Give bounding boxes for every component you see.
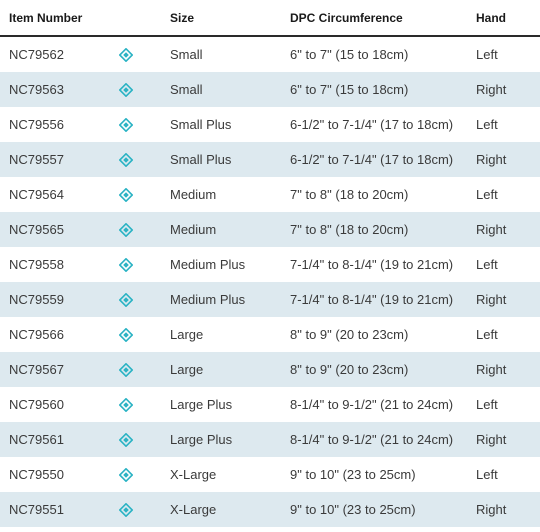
icon-cell — [108, 317, 170, 352]
size-cell: Large Plus — [170, 422, 290, 457]
table-row[interactable] — [0, 317, 540, 352]
hand-cell: Left — [476, 117, 498, 132]
diamond-icon[interactable] — [119, 48, 133, 62]
table-row[interactable] — [0, 422, 540, 457]
hand-cell: Left — [476, 47, 498, 62]
item-number-cell[interactable]: NC79562 — [9, 47, 64, 62]
dpc-circumference-cell: 8-1/4" to 9-1/2" (21 to 24cm) — [290, 397, 454, 412]
diamond-icon[interactable] — [119, 293, 133, 307]
icon-cell — [108, 107, 170, 142]
icon-cell — [108, 282, 170, 317]
diamond-icon[interactable] — [119, 468, 133, 482]
item-number-cell[interactable]: NC79556 — [9, 117, 64, 132]
diamond-icon[interactable] — [119, 223, 133, 237]
dpc-circumference-cell: 9" to 10" (23 to 25cm) — [290, 492, 476, 527]
hand-cell: Left — [476, 327, 498, 342]
icon-cell — [108, 247, 170, 282]
header-size: Size — [170, 0, 290, 36]
item-number-cell[interactable]: NC79550 — [9, 467, 64, 482]
size-cell: Large — [170, 327, 204, 342]
table-row[interactable] — [0, 457, 540, 492]
hand-cell: Right — [476, 282, 540, 317]
size-cell: Medium Plus — [170, 282, 290, 317]
size-cell: Small Plus — [170, 142, 290, 177]
dpc-circumference-cell: 7-1/4" to 8-1/4" (19 to 21cm) — [290, 257, 454, 272]
table-header-row — [0, 0, 540, 36]
icon-cell — [108, 422, 170, 457]
icon-cell — [108, 387, 170, 422]
item-number-cell[interactable]: NC79567 — [0, 352, 108, 387]
dpc-circumference-cell: 6" to 7" (15 to 18cm) — [290, 72, 476, 107]
icon-cell — [108, 212, 170, 247]
hand-cell: Right — [476, 142, 540, 177]
item-number-cell[interactable]: NC79558 — [9, 257, 64, 272]
dpc-circumference-cell: 8" to 9" (20 to 23cm) — [290, 327, 409, 342]
diamond-icon[interactable] — [119, 363, 133, 377]
table-row[interactable] — [0, 72, 540, 107]
size-cell: X-Large — [170, 467, 217, 482]
icon-cell — [108, 177, 170, 212]
header-item-number: Item Number — [0, 0, 108, 36]
hand-cell: Left — [476, 187, 498, 202]
header-dpc-circumference: DPC Circumference — [290, 0, 476, 36]
size-cell: Medium — [170, 187, 217, 202]
table-row[interactable] — [0, 212, 540, 247]
table-row[interactable] — [0, 282, 540, 317]
dpc-circumference-cell: 6-1/2" to 7-1/4" (17 to 18cm) — [290, 142, 476, 177]
dpc-circumference-cell: 6" to 7" (15 to 18cm) — [290, 47, 409, 62]
table-row[interactable] — [0, 142, 540, 177]
item-number-cell[interactable]: NC79561 — [0, 422, 108, 457]
item-number-cell[interactable]: NC79566 — [9, 327, 64, 342]
diamond-icon[interactable] — [119, 118, 133, 132]
hand-cell: Right — [476, 492, 540, 527]
hand-cell: Right — [476, 72, 540, 107]
header-icon — [108, 0, 170, 36]
diamond-icon[interactable] — [119, 83, 133, 97]
table-body — [0, 36, 540, 527]
table-row[interactable] — [0, 177, 540, 212]
hand-cell: Right — [476, 352, 540, 387]
size-cell: Small — [170, 72, 290, 107]
table-row[interactable] — [0, 492, 540, 527]
icon-cell — [108, 352, 170, 387]
item-number-cell[interactable]: NC79560 — [9, 397, 64, 412]
icon-cell — [108, 142, 170, 177]
table-row[interactable] — [0, 352, 540, 387]
icon-cell — [108, 36, 170, 72]
item-number-cell[interactable]: NC79563 — [0, 72, 108, 107]
table-row[interactable] — [0, 387, 540, 422]
dpc-circumference-cell: 6-1/2" to 7-1/4" (17 to 18cm) — [290, 117, 454, 132]
item-number-cell[interactable]: NC79551 — [0, 492, 108, 527]
hand-cell: Left — [476, 257, 498, 272]
diamond-icon[interactable] — [119, 188, 133, 202]
hand-cell: Left — [476, 467, 498, 482]
icon-cell — [108, 72, 170, 107]
hand-cell: Right — [476, 422, 540, 457]
dpc-circumference-cell: 7" to 8" (18 to 20cm) — [290, 187, 409, 202]
hand-cell: Left — [476, 397, 498, 412]
size-cell: Small — [170, 47, 203, 62]
item-number-cell[interactable]: NC79565 — [0, 212, 108, 247]
hand-cell: Right — [476, 212, 540, 247]
size-cell: Large Plus — [170, 397, 233, 412]
diamond-icon[interactable] — [119, 503, 133, 517]
size-cell: Small Plus — [170, 117, 232, 132]
diamond-icon[interactable] — [119, 153, 133, 167]
table-row[interactable] — [0, 36, 540, 72]
dpc-circumference-cell: 7-1/4" to 8-1/4" (19 to 21cm) — [290, 282, 476, 317]
dpc-circumference-cell: 8-1/4" to 9-1/2" (21 to 24cm) — [290, 422, 476, 457]
icon-cell — [108, 492, 170, 527]
size-cell: Large — [170, 352, 290, 387]
dpc-circumference-cell: 8" to 9" (20 to 23cm) — [290, 352, 476, 387]
dpc-circumference-cell: 7" to 8" (18 to 20cm) — [290, 212, 476, 247]
size-cell: Medium — [170, 212, 290, 247]
item-number-cell[interactable]: NC79559 — [0, 282, 108, 317]
header-hand: Hand — [476, 0, 540, 36]
size-cell: X-Large — [170, 492, 290, 527]
diamond-icon[interactable] — [119, 258, 133, 272]
dpc-circumference-cell: 9" to 10" (23 to 25cm) — [290, 467, 416, 482]
item-number-cell[interactable]: NC79557 — [0, 142, 108, 177]
size-cell: Medium Plus — [170, 257, 246, 272]
diamond-icon[interactable] — [119, 433, 133, 447]
icon-cell — [108, 457, 170, 492]
item-number-cell[interactable]: NC79564 — [9, 187, 64, 202]
table-row[interactable] — [0, 107, 540, 142]
diamond-icon[interactable] — [119, 398, 133, 412]
diamond-icon[interactable] — [119, 328, 133, 342]
table-row[interactable] — [0, 247, 540, 282]
